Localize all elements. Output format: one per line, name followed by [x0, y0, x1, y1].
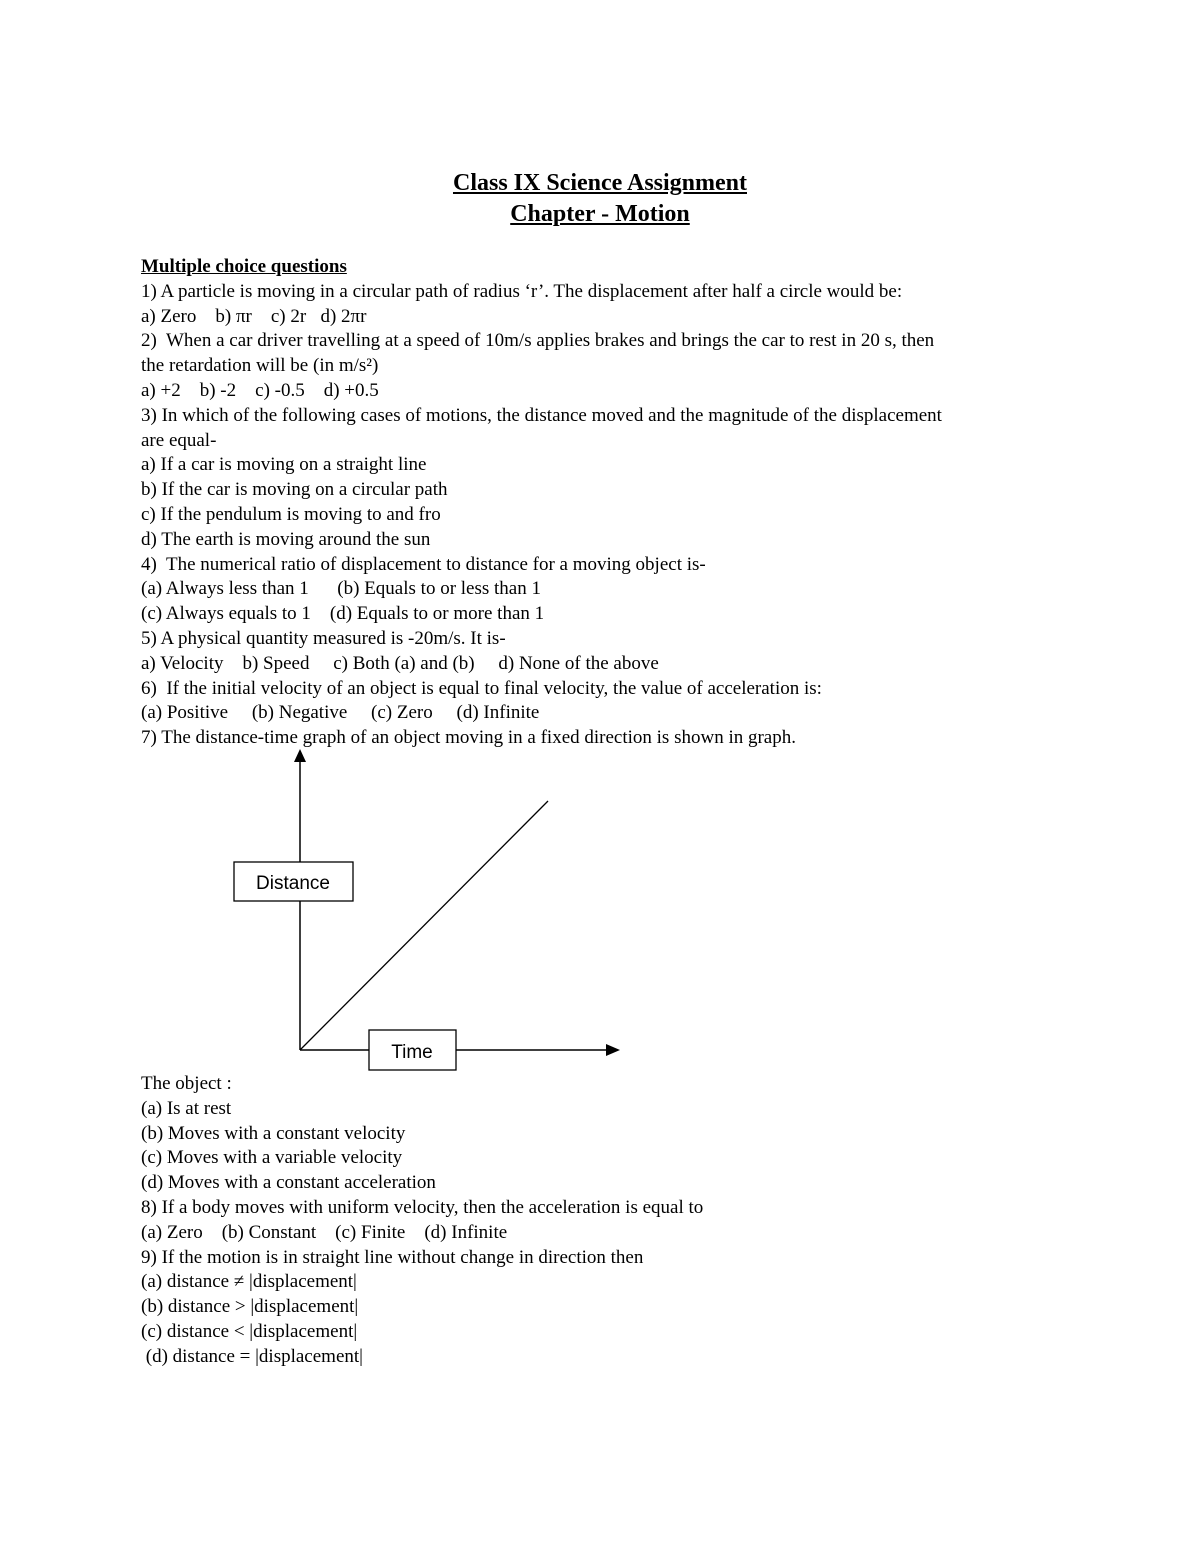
- question-line: are equal-: [141, 429, 217, 451]
- option-line: (d) Moves with a constant acceleration: [141, 1172, 436, 1194]
- option-line: (c) Always equals to 1 (d) Equals to or more than 1: [141, 603, 545, 625]
- option-line: (a) distance ≠ |displacement|: [141, 1271, 357, 1293]
- question-line: the retardation will be (in m/s²): [141, 355, 379, 377]
- option-line: (a) Is at rest: [141, 1097, 232, 1119]
- question-line: 1) A particle is moving in a circular path of radius ‘r’. The displacement after half a circle would be:: [141, 280, 903, 302]
- distance-time-line: [300, 801, 548, 1050]
- question-line: The object :: [141, 1073, 232, 1094]
- option-line: (a) Always less than 1 (b) Equals to or less than 1: [141, 578, 541, 600]
- y-axis-arrowhead: [294, 749, 306, 762]
- option-line: (b) Moves with a constant velocity: [141, 1122, 406, 1144]
- option-line: a) +2 b) -2 c) -0.5 d) +0.5: [141, 379, 379, 401]
- y-axis-label: Distance: [256, 873, 330, 894]
- section-heading: Multiple choice questions: [141, 256, 347, 277]
- option-line: (d) distance = |displacement|: [141, 1345, 363, 1367]
- distance-time-graph: [220, 745, 640, 1075]
- option-line: (b) distance > |displacement|: [141, 1296, 359, 1318]
- question-line: 8) If a body moves with uniform velocity, then the acceleration is equal to: [141, 1196, 704, 1218]
- document-title: Class IX Science Assignment: [452, 170, 747, 196]
- question-line: 5) A physical quantity measured is -20m/s. It is-: [141, 627, 506, 649]
- question-line: 3) In which of the following cases of motions, the distance moved and the magnitude of the displacement: [141, 404, 942, 426]
- questions-block-1: [141, 255, 1081, 751]
- option-line: (c) Moves with a variable velocity: [141, 1147, 403, 1169]
- chapter-title: Chapter - Motion: [510, 201, 690, 227]
- option-line: c) If the pendulum is moving to and fro: [141, 503, 441, 525]
- option-line: a) Velocity b) Speed c) Both (a) and (b) d) None of the above: [141, 652, 659, 674]
- option-line: a) If a car is moving on a straight line: [141, 454, 427, 476]
- question-line: 9) If the motion is in straight line without change in direction then: [141, 1246, 644, 1268]
- question-line: 7) The distance-time graph of an object moving in a fixed direction is shown in graph.: [141, 727, 796, 749]
- option-line: (a) Positive (b) Negative (c) Zero (d) Infinite: [141, 702, 540, 724]
- option-line: a) Zero b) πr c) 2r d) 2πr: [141, 305, 367, 327]
- option-line: (a) Zero (b) Constant (c) Finite (d) Infinite: [141, 1221, 508, 1243]
- x-axis-arrowhead: [606, 1044, 620, 1056]
- option-line: d) The earth is moving around the sun: [141, 528, 431, 550]
- option-line: (c) distance < |displacement|: [141, 1320, 358, 1342]
- x-axis-label: Time: [391, 1042, 433, 1063]
- question-line: 4) The numerical ratio of displacement to distance for a moving object is-: [141, 553, 706, 575]
- option-line: b) If the car is moving on a circular path: [141, 479, 448, 501]
- question-line: 2) When a car driver travelling at a speed of 10m/s applies brakes and brings the car to rest in 20 s, then: [141, 330, 935, 352]
- questions-block-2: [141, 1072, 1081, 1370]
- question-line: 6) If the initial velocity of an object is equal to final velocity, the value of acceleration is:: [141, 677, 822, 699]
